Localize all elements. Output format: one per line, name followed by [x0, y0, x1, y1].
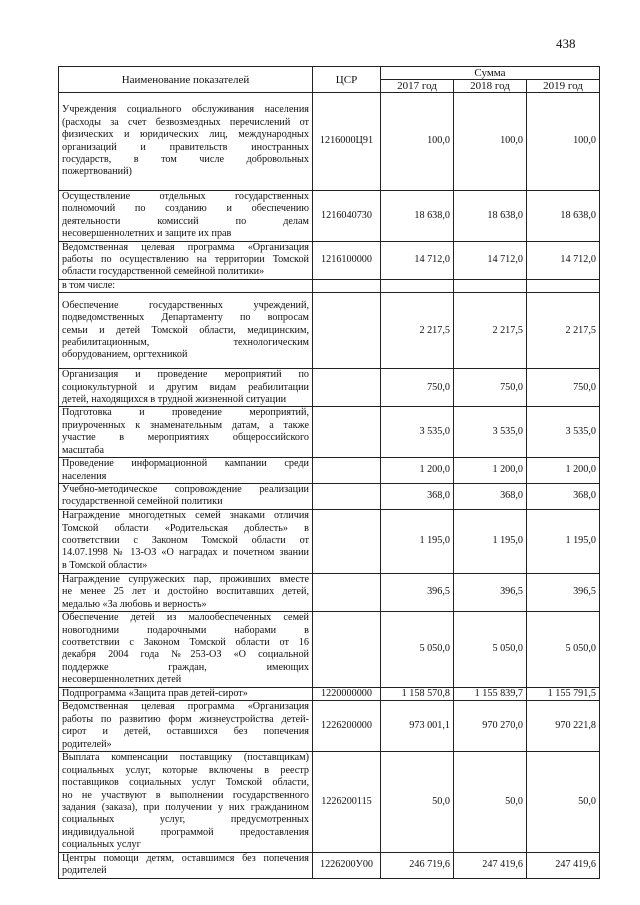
row-name [59, 93, 313, 191]
value-2019: 1 195,0 [527, 509, 600, 573]
value-2017 [381, 279, 454, 292]
table-row [59, 279, 600, 292]
value-2019: 3 535,0 [527, 407, 600, 458]
row-name-line: социокультурной и другим видам реабилитации [62, 381, 309, 393]
table-row [59, 509, 600, 573]
row-name-line: масштаба [62, 444, 105, 456]
row-name-line: государств, в том числе добровольных [62, 153, 309, 165]
row-name-line: новогодними подарочными наборами в [62, 624, 309, 636]
value-2017: 3 535,0 [381, 407, 454, 458]
value-2018: 1 200,0 [454, 458, 527, 484]
value-2017: 14 712,0 [381, 241, 454, 279]
table-row [59, 701, 600, 752]
row-name-line: социальных услуг, предусмотренных [62, 814, 309, 826]
row-name-line: Выплата компенсации поставщику (поставщикам) [62, 752, 309, 764]
value-2018 [454, 279, 527, 292]
row-name [59, 687, 313, 700]
row-name-line: пожертвований) [62, 166, 132, 178]
row-name-line: поставщиков социальных услуг Томской области, [62, 777, 309, 789]
row-name-line: Осуществление отдельных государственных [62, 191, 309, 202]
table-row [59, 483, 600, 509]
row-code [313, 509, 381, 573]
row-name-line: (расходы за счет безвозмездных перечислений от [62, 116, 309, 128]
row-name-line: Учебно-методическое сопровождение реализации [62, 483, 309, 495]
row-name [59, 241, 313, 279]
value-2019: 14 712,0 [527, 241, 600, 279]
row-name [59, 509, 313, 573]
table-row [59, 458, 600, 484]
row-code [313, 407, 381, 458]
table-body [59, 93, 600, 879]
row-name-line: приуроченных к знаменательным датам, а также [62, 419, 309, 431]
row-name-line: Подпрограмма «Защита прав детей-сирот» [62, 687, 248, 699]
row-name-line: семьи и детей Томской области, медицинским, [62, 324, 309, 336]
row-name-line: но не участвуют в выполнении государственного [62, 789, 309, 801]
value-2018: 2 217,5 [454, 293, 527, 369]
table-row [59, 852, 600, 878]
value-2019: 100,0 [527, 93, 600, 191]
value-2017: 973 001,1 [381, 701, 454, 752]
row-name-line: несовершеннолетних и защите их прав [62, 228, 232, 240]
table-row [59, 407, 600, 458]
row-name-line: несовершеннолетних детей [62, 674, 182, 686]
table-header [59, 67, 600, 93]
table-row [59, 573, 600, 611]
row-name-line: задания (заказа), при получении у них гражданином [62, 801, 309, 813]
row-name-line: декабря 2004 года №253-ОЗ «О социальной [62, 649, 309, 661]
budget-table [58, 66, 600, 879]
row-name-line: родителей [62, 865, 107, 877]
row-name-line: родителей» [62, 738, 112, 750]
row-name [59, 701, 313, 752]
row-name-line: оборудованием, оргтехникой [62, 349, 188, 361]
row-name-line: 14.07.1998 № 13-ОЗ «О наградах и почетном звании [62, 547, 309, 559]
value-2017: 1 158 570,8 [381, 687, 454, 700]
row-name-line: поддержке граждан, имеющих [62, 661, 309, 673]
row-name-line: социальных услуг, которые включены в реестр [62, 764, 309, 776]
row-code: 1216100000 [313, 241, 381, 279]
row-name-line: Центры помощи детям, оставшимся без попечения [62, 852, 309, 864]
table-row [59, 191, 600, 242]
row-name-line: медалью «За любовь и верность» [62, 598, 207, 610]
row-name-line: Ведомственная целевая программа «Организация [62, 241, 309, 253]
row-code: 1216000Ц91 [313, 93, 381, 191]
header-year-2018: 2018 год [454, 80, 527, 93]
row-code [313, 293, 381, 369]
row-name [59, 279, 313, 292]
row-name-line: Обеспечение государственных учреждений, [62, 299, 309, 311]
value-2019: 750,0 [527, 369, 600, 407]
row-name-line: работы по развитию форм жизнеустройства детей- [62, 713, 309, 725]
value-2017: 2 217,5 [381, 293, 454, 369]
row-code: 1226200000 [313, 701, 381, 752]
table-row [59, 293, 600, 369]
value-2018: 970 270,0 [454, 701, 527, 752]
header-year-2017: 2017 год [381, 80, 454, 93]
row-name-line: Проведение информационной кампании среди [62, 458, 309, 470]
value-2019: 2 217,5 [527, 293, 600, 369]
page-number: 438 [556, 36, 576, 51]
value-2017: 18 638,0 [381, 191, 454, 242]
table-row [59, 369, 600, 407]
value-2018: 1 155 839,7 [454, 687, 527, 700]
header-year-2019: 2019 год [527, 80, 600, 93]
value-2017: 246 719,6 [381, 852, 454, 878]
value-2018: 5 050,0 [454, 611, 527, 687]
value-2019: 5 050,0 [527, 611, 600, 687]
table-row [59, 751, 600, 852]
row-name [59, 611, 313, 687]
row-name-line: населения [62, 470, 107, 482]
value-2017: 396,5 [381, 573, 454, 611]
value-2018: 396,5 [454, 573, 527, 611]
value-2017: 1 200,0 [381, 458, 454, 484]
table-row [59, 93, 600, 191]
row-name-line: физических и юридических лиц, международных [62, 129, 309, 141]
row-code [313, 369, 381, 407]
value-2017: 1 195,0 [381, 509, 454, 573]
row-name-line: организаций и правительств иностранных [62, 141, 309, 153]
row-name-line: реабилитационным, технологическим [62, 336, 309, 348]
row-name-line: Обеспечение детей из малообеспеченных семей [62, 612, 309, 624]
row-name [59, 293, 313, 369]
value-2019: 970 221,8 [527, 701, 600, 752]
value-2018: 750,0 [454, 369, 527, 407]
row-code [313, 458, 381, 484]
header-sum: Сумма [381, 67, 600, 80]
value-2017: 50,0 [381, 751, 454, 852]
value-2019: 247 419,6 [527, 852, 600, 878]
row-name-line: Томской области «Родительская доблесть» в [62, 522, 309, 534]
row-name-line: Учреждения социального обслуживания населения [62, 104, 309, 116]
row-name-line: детей, находящихся в трудной жизненной ситуации [62, 394, 287, 406]
row-name-line: сирот и детей, оставшихся без попечения [62, 726, 309, 738]
header-code: ЦСР [313, 67, 381, 93]
header-name: Наименование показателей [59, 67, 313, 93]
value-2018: 1 195,0 [454, 509, 527, 573]
row-name [59, 407, 313, 458]
row-name-line: Подготовка и проведение мероприятий, [62, 407, 309, 419]
row-name-line: Ведомственная целевая программа «Организация [62, 701, 309, 713]
row-name-line: государственной семейной политики [62, 496, 223, 508]
value-2018: 100,0 [454, 93, 527, 191]
value-2017: 100,0 [381, 93, 454, 191]
row-code [313, 611, 381, 687]
value-2019: 1 200,0 [527, 458, 600, 484]
value-2019: 18 638,0 [527, 191, 600, 242]
row-name [59, 483, 313, 509]
value-2018: 50,0 [454, 751, 527, 852]
row-name-line: участие в мероприятиях общероссийского [62, 432, 309, 444]
value-2018: 18 638,0 [454, 191, 527, 242]
value-2018: 247 419,6 [454, 852, 527, 878]
row-name [59, 852, 313, 878]
row-name-line: Награждение супружеских пар, проживших вместе [62, 573, 309, 585]
row-code: 1226200У00 [313, 852, 381, 878]
row-name-line: области государственной семейной политики» [62, 266, 265, 278]
row-name [59, 369, 313, 407]
row-name-line: соответствии с Законом Томской области от [62, 535, 309, 547]
value-2017: 5 050,0 [381, 611, 454, 687]
table-row [59, 611, 600, 687]
row-name-line: работы по осуществлению на территории Томской [62, 254, 309, 266]
table-row [59, 687, 600, 700]
row-name-line: социальных услуг [62, 839, 141, 851]
row-name [59, 458, 313, 484]
row-code: 1226200115 [313, 751, 381, 852]
value-2017: 750,0 [381, 369, 454, 407]
row-name-line: в Томской области» [62, 559, 148, 571]
table-row [59, 241, 600, 279]
value-2019 [527, 279, 600, 292]
row-name-line: индивидуальной программой предоставления [62, 826, 309, 838]
row-name-line: деятельности комиссий по делам [62, 215, 309, 227]
value-2019: 368,0 [527, 483, 600, 509]
row-name-line: соответствии с Законом Томской области от 16 [62, 637, 309, 649]
row-name [59, 573, 313, 611]
row-name-line: Награждение многодетных семей знаками отличия [62, 510, 309, 522]
row-name-line: не менее 25 лет и достойно воспитавших детей, [62, 586, 309, 598]
row-code: 1216040730 [313, 191, 381, 242]
row-code [313, 279, 381, 292]
row-name [59, 191, 313, 242]
row-code: 1220000000 [313, 687, 381, 700]
value-2018: 14 712,0 [454, 241, 527, 279]
value-2019: 1 155 791,5 [527, 687, 600, 700]
row-name [59, 751, 313, 852]
row-code [313, 573, 381, 611]
row-code [313, 483, 381, 509]
row-name-line: подведомственных Департаменту по вопросам [62, 312, 309, 324]
value-2018: 368,0 [454, 483, 527, 509]
value-2017: 368,0 [381, 483, 454, 509]
value-2019: 50,0 [527, 751, 600, 852]
row-name-line: Организация и проведение мероприятий по [62, 369, 309, 381]
row-name-line: полномочий по созданию и обеспечению [62, 203, 309, 215]
value-2019: 396,5 [527, 573, 600, 611]
value-2018: 3 535,0 [454, 407, 527, 458]
row-name-line: в том числе: [62, 279, 116, 291]
